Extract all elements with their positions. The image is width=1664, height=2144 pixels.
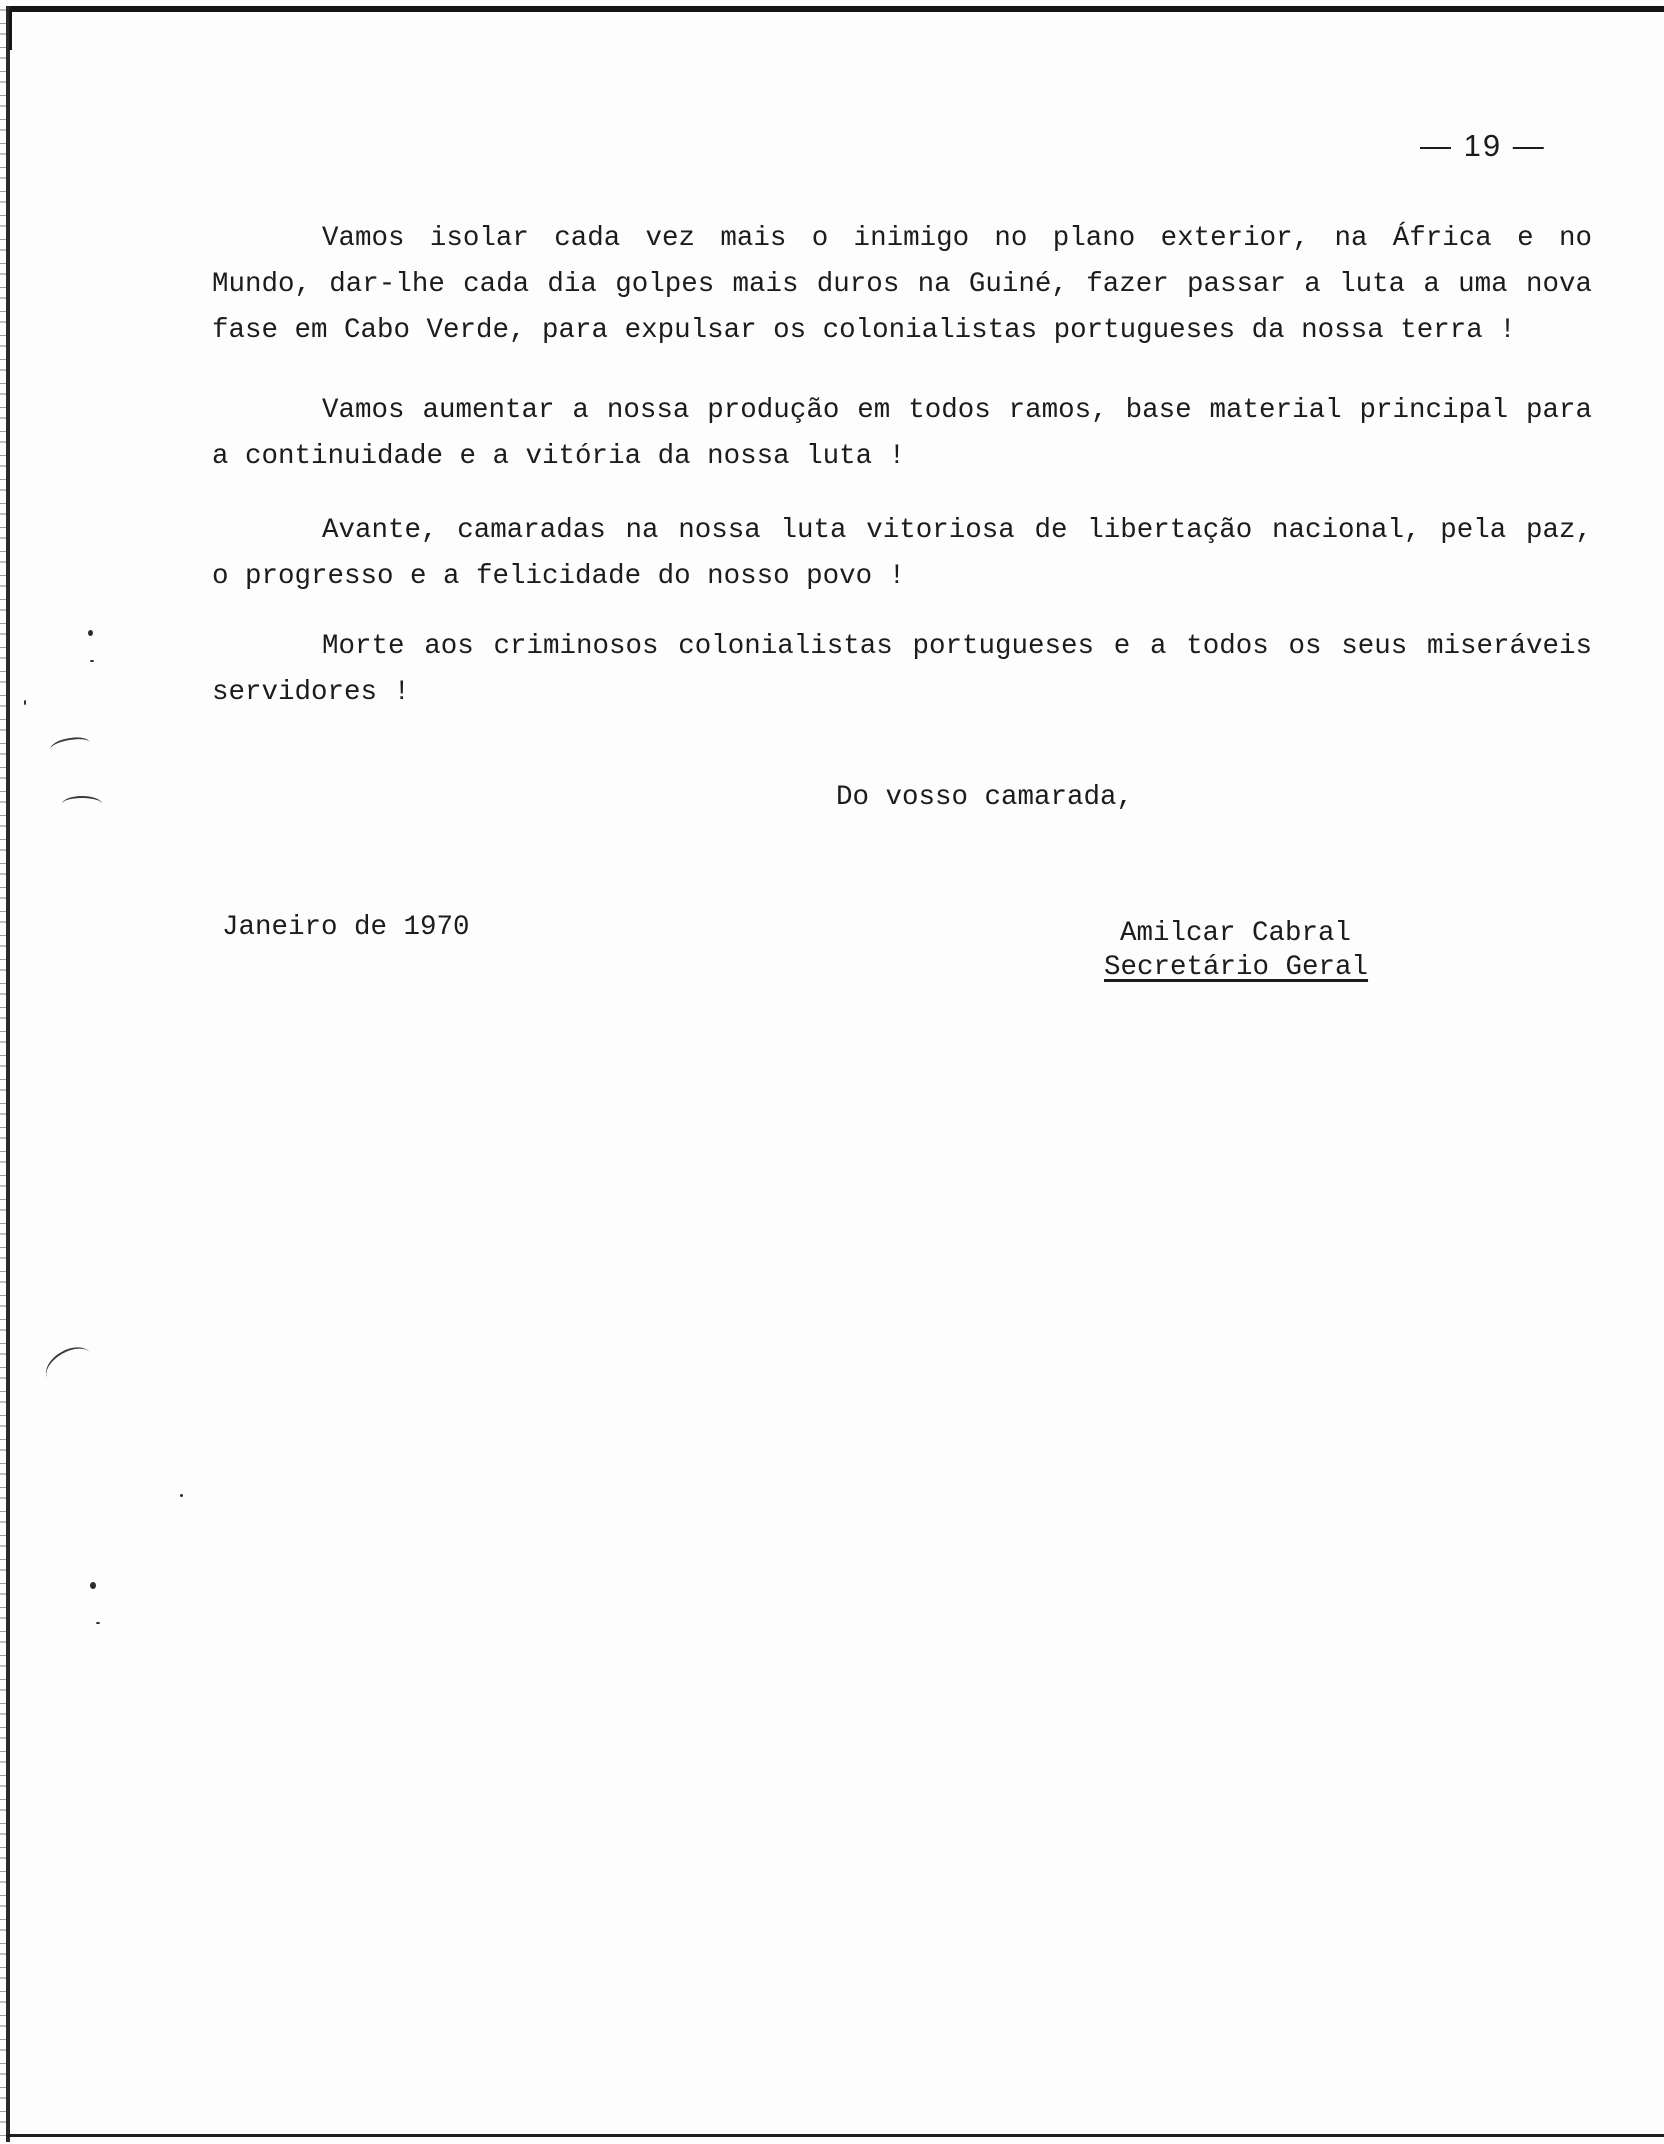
paragraph: Avante, camaradas na nossa luta vitoriosa de libertação nacional, pela paz, o progresso e a felicidade do nosso povo !	[212, 515, 1592, 592]
scan-mark	[90, 660, 94, 662]
scan-mark	[62, 796, 102, 812]
scan-border-top	[6, 6, 1664, 12]
scan-mark	[24, 700, 26, 705]
signer-name: Amilcar Cabral	[1120, 918, 1352, 949]
document-date: Janeiro de 1970	[222, 912, 470, 943]
scan-border-left	[6, 6, 10, 2142]
scan-mark	[88, 630, 93, 636]
scan-mark	[39, 1340, 98, 1393]
paragraph: Vamos aumentar a nossa produção em todos ramos, base material principal para a continuidade e a vitória da nossa luta !	[212, 395, 1592, 472]
scan-corner-mark	[9, 10, 12, 50]
scan-border-bottom	[6, 2134, 1664, 2137]
paragraph: Morte aos criminosos colonialistas portugueses e a todos os seus miseráveis servidores !	[212, 631, 1592, 708]
signer-title: Secretário Geral	[1104, 952, 1369, 983]
scan-mark	[96, 1622, 100, 1624]
scan-mark	[180, 1494, 183, 1497]
page-number: — 19 —	[1420, 128, 1546, 163]
closing-salutation: Do vosso camarada,	[836, 782, 1134, 813]
scan-mark	[49, 735, 91, 758]
scan-mark	[90, 1582, 96, 1589]
paragraph: Vamos isolar cada vez mais o inimigo no plano exterior, na África e no Mundo, dar-lhe cada dia golpes mais duros na Guiné, fazer passar a luta a uma nova fase em Cabo Verde, para expulsar os colonialistas portugueses da nossa terra !	[212, 223, 1592, 346]
